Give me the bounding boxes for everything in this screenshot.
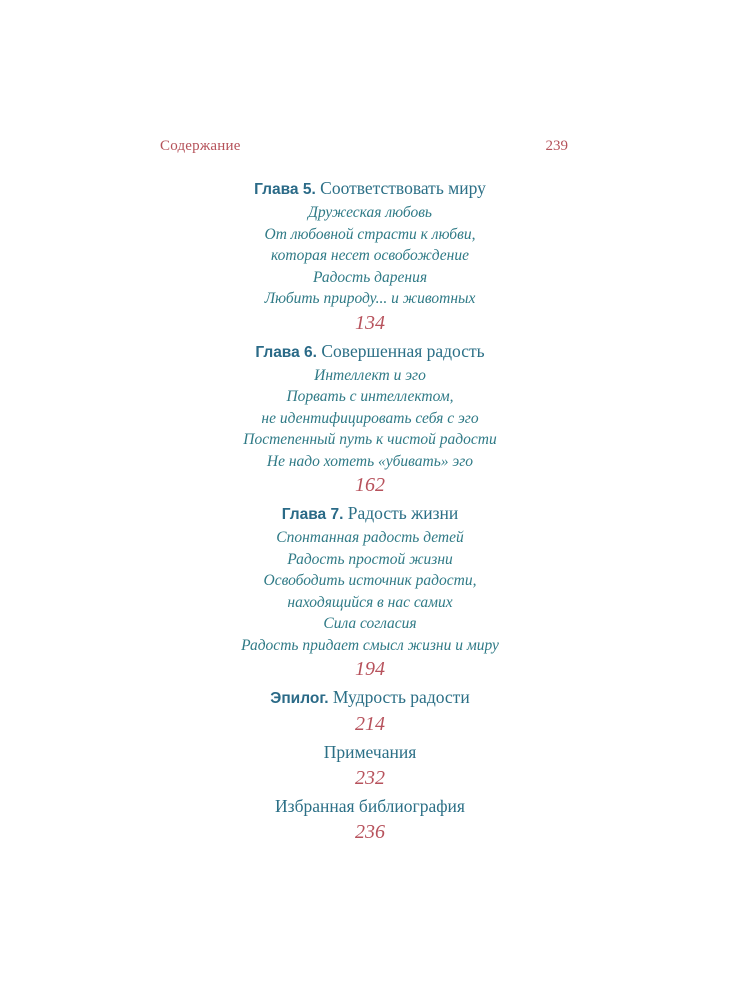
toc-subsection: находящийся в нас самих	[287, 593, 453, 611]
toc-subsection: которая несет освобождение	[270, 247, 470, 264]
chapter-7-label: Глава 7.	[281, 506, 344, 523]
epilogue-title: Мудрость радости	[332, 687, 470, 707]
epilogue-page-number: 214	[355, 713, 385, 735]
chapter-5-page-number: 134	[355, 311, 385, 334]
chapter-6-title: Совершенная радость	[321, 340, 485, 361]
toc-subsection: Радость придает смысл жизни и миру	[241, 636, 499, 654]
chapter-7-title: Радость жизни	[347, 503, 459, 523]
epilogue-heading	[160, 685, 580, 711]
notes-page-number: 232	[355, 767, 385, 789]
toc-subsection: Дружеская любовь	[308, 204, 432, 221]
chapter-6-heading	[160, 339, 580, 365]
chapter-7-page-number: 194	[355, 658, 385, 680]
chapter-5-label: Глава 5.	[254, 181, 316, 198]
toc-subsection: не идентифицировать себя с эго	[261, 409, 479, 427]
chapter-6-page-number: 162	[355, 474, 385, 496]
toc-subsection: Любить природу... и животных	[264, 290, 476, 307]
running-head-title: Содержание	[160, 138, 241, 154]
chapter-5-title: Соответствовать миру	[320, 178, 486, 198]
toc-subsection: От любовной страсти к любви,	[264, 225, 476, 243]
toc-subsection: Постепенный путь к чистой радости	[243, 431, 497, 448]
toc-subsection: Интеллект и эго	[314, 366, 426, 384]
epilogue-label: Эпилог.	[270, 690, 329, 707]
bibliography-heading: Избранная библиография	[275, 796, 465, 816]
chapter-5-heading	[160, 176, 580, 202]
toc-subsection: Сила согласия	[323, 615, 417, 632]
running-head-page-number: 239	[545, 138, 568, 154]
toc-subsection: Не надо хотеть «убивать» эго	[266, 452, 474, 470]
bibliography-page-number: 236	[355, 821, 385, 843]
toc-subsection: Радость дарения	[312, 268, 428, 286]
toc-subsection: Радость простой жизни	[287, 550, 453, 568]
notes-heading: Примечания	[323, 742, 417, 762]
toc-subsection: Спонтанная радость детей	[276, 529, 464, 546]
toc-subsection: Освободить источник радости,	[263, 572, 477, 589]
table-of-contents	[160, 176, 580, 848]
toc-subsection: Порвать с интеллектом,	[286, 388, 454, 405]
chapter-7-heading	[160, 501, 580, 527]
running-head	[160, 138, 568, 160]
chapter-6-label: Глава 6.	[255, 343, 317, 361]
